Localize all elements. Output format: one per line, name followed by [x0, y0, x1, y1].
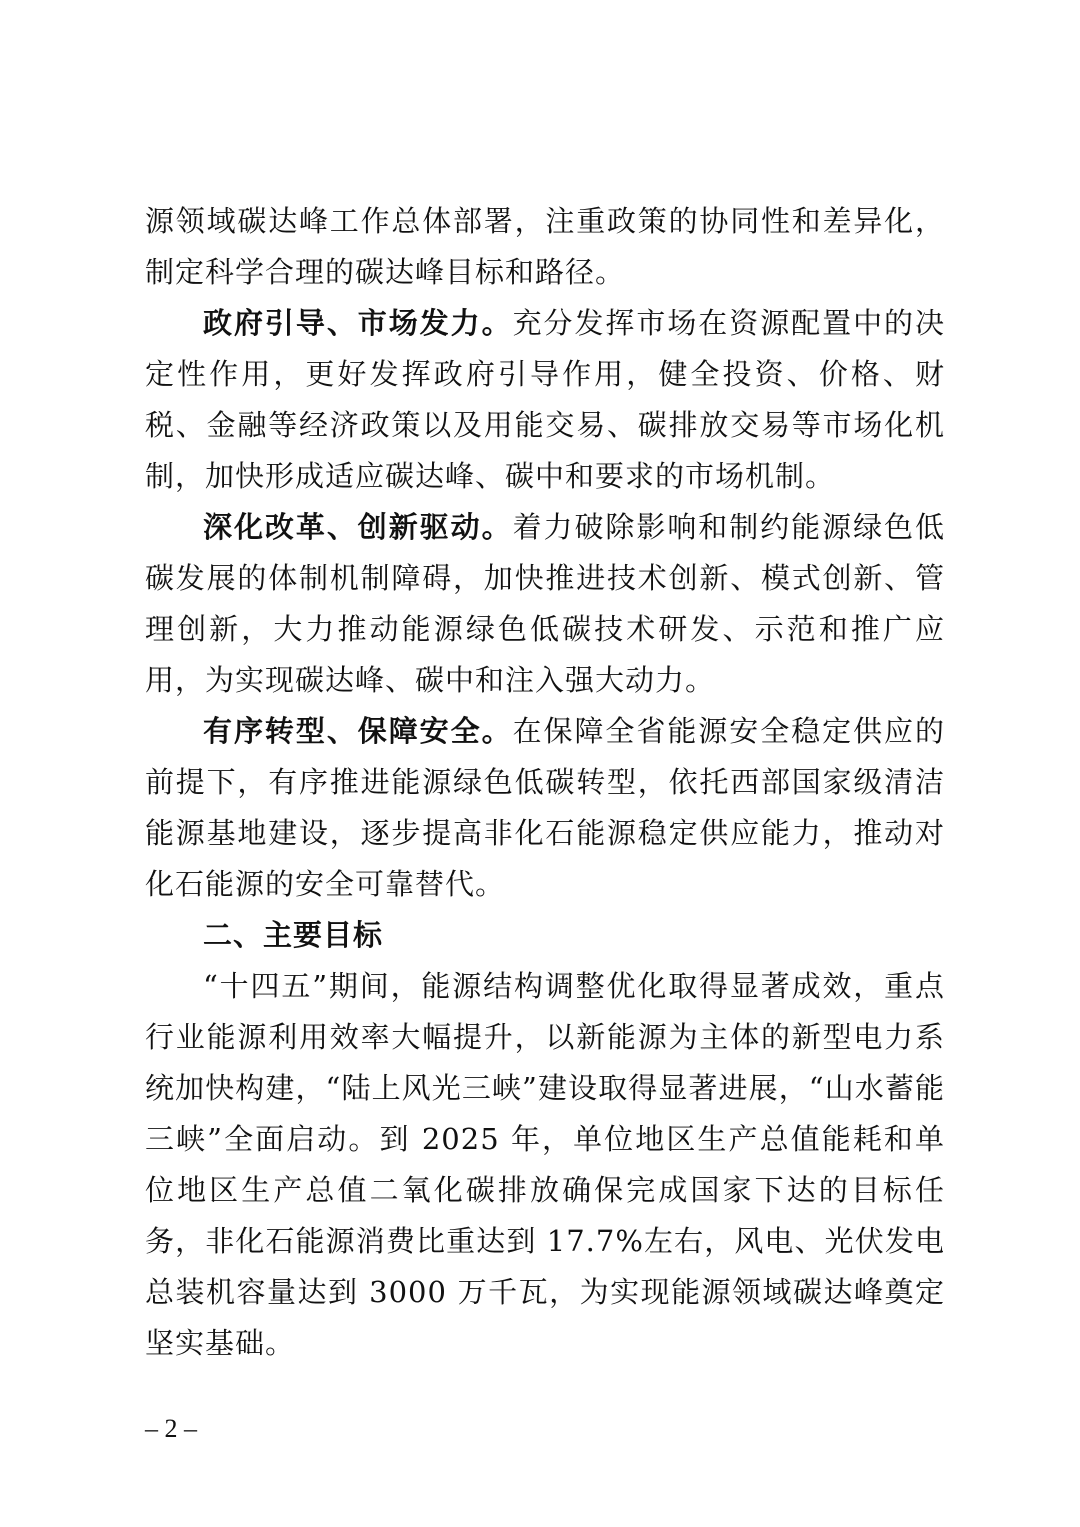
paragraph-lead-government-guidance: 政府引导、市场发力。: [203, 306, 513, 340]
paragraph-reform-innovation: [145, 502, 945, 706]
paragraph-lead-reform-innovation: 深化改革、创新驱动。: [203, 510, 513, 544]
paragraph-body-government-guidance: 充分发挥市场在资源配置中的决定性作用，更好发挥政府引导作用，健全投资、价格、财税、金融等经济政策以及用能交易、碳排放交易等市场化机制，加快形成适应碳达峰、碳中和要求的市场机制。: [145, 306, 945, 493]
paragraph-lead-orderly-transition: 有序转型、保障安全。: [203, 714, 513, 748]
page-number: – 2 –: [145, 1414, 197, 1443]
document-page: [145, 196, 945, 1369]
paragraph-body-reform-innovation: 着力破除影响和制约能源绿色低碳发展的体制机制障碍，加快推进技术创新、模式创新、管理创新，大力推动能源绿色低碳技术研发、示范和推广应用，为实现碳达峰、碳中和注入强大动力。: [145, 510, 945, 697]
paragraph-intro-continuation: 源领域碳达峰工作总体部署，注重政策的协同性和差异化，制定科学合理的碳达峰目标和路径。: [145, 204, 945, 289]
paragraph-body-orderly-transition: 在保障全省能源安全稳定供应的前提下，有序推进能源绿色低碳转型，依托西部国家级清洁能源基地建设，逐步提高非化石能源稳定供应能力，推动对化石能源的安全可靠替代。: [145, 714, 945, 901]
section-heading-main-goals: 二、主要目标: [203, 918, 384, 952]
paragraph-government-guidance: [145, 298, 945, 502]
paragraph-orderly-transition: [145, 706, 945, 910]
paragraph-main-goals: “十四五”期间，能源结构调整优化取得显著成效，重点行业能源利用效率大幅提升，以新能源为主体的新型电力系统加快构建，“陆上风光三峡”建设取得显著进展，“山水蓄能三峡”全面启动。到 2025 年，单位地区生产总值能耗和单位地区生产总值二氧化碳排放确保完成国家下达的目标任务，非化石能源消费比重达到 17.7%左右，风电、光伏发电总装机容量达到 3000 万千瓦，为实现能源领域碳达峰奠定坚实基础。: [145, 969, 945, 1360]
